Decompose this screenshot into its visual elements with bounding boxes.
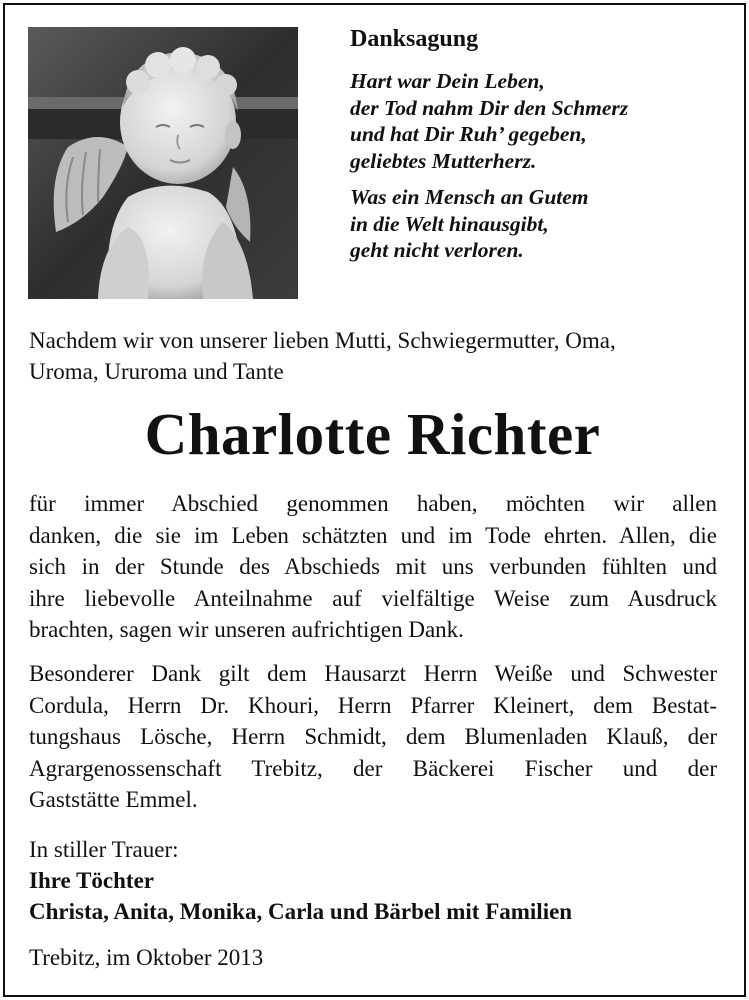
closing-line: In stiller Trauer: <box>29 837 179 862</box>
paragraph-line: Cordula, Herrn Dr. Khouri, Herrn Pfarrer Kleinert, dem Bestat- <box>29 692 717 718</box>
closing-block <box>29 834 729 927</box>
paragraph-line: brachten, sagen wir unseren aufrichtigen Dank. <box>29 617 464 642</box>
angel-statue-image <box>28 27 298 299</box>
angel-statue-photo <box>28 27 298 299</box>
mourners-names: Christa, Anita, Monika, Carla und Bärbel mit Familien <box>29 899 573 924</box>
paragraph-line: Agrargenossenschaft Trebitz, der Bäckerei Fischer und der <box>29 755 717 781</box>
deceased-name: Charlotte Richter <box>144 401 601 467</box>
thanks-paragraph-2 <box>29 658 717 816</box>
intro-text <box>29 325 729 387</box>
poem-block <box>350 24 730 274</box>
paragraph-line: sich in der Stunde des Abschieds mit uns verbunden fühlten und <box>29 554 717 579</box>
poem-heading: Danksagung <box>350 26 479 52</box>
poem-line: geliebtes Mutterherz. <box>350 148 537 173</box>
poem-stanza-1 <box>350 68 730 174</box>
paragraph-line: tungshaus Lösche, Herrn Schmidt, dem Blumenladen Klauß, der <box>29 724 717 749</box>
place-date: Trebitz, im Oktober 2013 <box>29 945 264 970</box>
paragraph-line: ihre liebevolle Anteilnahme auf vielfältige Weise zum Ausdruck <box>29 585 717 611</box>
poem-line: Was ein Mensch an Gutem <box>350 185 589 209</box>
paragraph-line: danken, die sie im Leben schätzten und im Tode ehrten. Allen, die <box>29 522 717 548</box>
poem-line: Hart war Dein Leben, <box>350 69 545 93</box>
poem-line: in die Welt hinausgibt, <box>350 211 549 236</box>
poem-stanza-2 <box>350 184 730 264</box>
intro-line: Uroma, Ururoma und Tante <box>29 359 284 384</box>
poem-line: der Tod nahm Dir den Schmerz <box>350 95 629 120</box>
paragraph-line: für immer Abschied genommen haben, möchten wir allen <box>29 491 717 516</box>
paragraph-line: Besonderer Dank gilt dem Hausarzt Herrn Weiße und Schwester <box>29 661 717 686</box>
paragraph-line: Gaststätte Emmel. <box>29 787 198 812</box>
intro-line: Nachdem wir von unserer lieben Mutti, Schwiegermutter, Oma, <box>29 328 616 353</box>
poem-line: geht nicht verloren. <box>350 238 524 262</box>
mourners-heading: Ihre Töchter <box>29 868 154 893</box>
thanks-paragraph-1 <box>29 488 717 646</box>
poem-line: und hat Dir Ruh’ gegeben, <box>350 122 587 146</box>
